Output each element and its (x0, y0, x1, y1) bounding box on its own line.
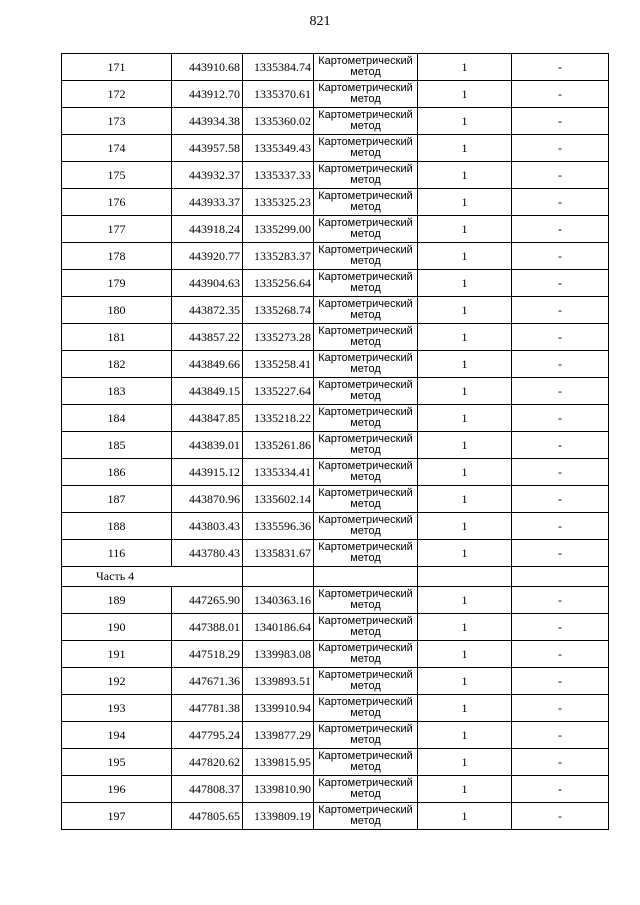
accuracy-cell: 1 (418, 162, 512, 189)
point-number-cell: 181 (62, 324, 172, 351)
section-empty-cell (243, 567, 314, 587)
x-coordinate-cell: 443933.37 (172, 189, 243, 216)
table-row (62, 695, 609, 722)
method-cell: Картометрический метод (314, 162, 418, 189)
method-cell: Картометрический метод (314, 54, 418, 81)
table-row (62, 81, 609, 108)
accuracy-cell: 1 (418, 722, 512, 749)
point-number-cell: 171 (62, 54, 172, 81)
x-coordinate-cell: 447795.24 (172, 722, 243, 749)
description-cell: - (512, 243, 609, 270)
y-coordinate-cell: 1339809.19 (243, 803, 314, 830)
y-coordinate-cell: 1339893.51 (243, 668, 314, 695)
x-coordinate-cell: 443932.37 (172, 162, 243, 189)
section-row (62, 567, 609, 587)
x-coordinate-cell: 443915.12 (172, 459, 243, 486)
y-coordinate-cell: 1340363.16 (243, 587, 314, 614)
x-coordinate-cell: 443870.96 (172, 486, 243, 513)
method-cell: Картометрический метод (314, 695, 418, 722)
accuracy-cell: 1 (418, 668, 512, 695)
accuracy-cell: 1 (418, 81, 512, 108)
accuracy-cell: 1 (418, 54, 512, 81)
x-coordinate-cell: 443872.35 (172, 297, 243, 324)
description-cell: - (512, 270, 609, 297)
method-cell: Картометрический метод (314, 81, 418, 108)
x-coordinate-cell: 443839.01 (172, 432, 243, 459)
table-row (62, 587, 609, 614)
table-row (62, 459, 609, 486)
x-coordinate-cell: 447808.37 (172, 776, 243, 803)
table-row (62, 668, 609, 695)
description-cell: - (512, 614, 609, 641)
description-cell: - (512, 162, 609, 189)
coordinates-table (61, 53, 609, 830)
method-cell: Картометрический метод (314, 459, 418, 486)
point-number-cell: 176 (62, 189, 172, 216)
point-number-cell: 183 (62, 378, 172, 405)
accuracy-cell: 1 (418, 776, 512, 803)
table-row (62, 614, 609, 641)
table-row (62, 324, 609, 351)
x-coordinate-cell: 443803.43 (172, 513, 243, 540)
x-coordinate-cell: 443920.77 (172, 243, 243, 270)
point-number-cell: 177 (62, 216, 172, 243)
x-coordinate-cell: 443847.85 (172, 405, 243, 432)
description-cell: - (512, 216, 609, 243)
accuracy-cell: 1 (418, 243, 512, 270)
method-cell: Картометрический метод (314, 108, 418, 135)
method-cell: Картометрический метод (314, 189, 418, 216)
table-row (62, 722, 609, 749)
method-cell: Картометрический метод (314, 668, 418, 695)
point-number-cell: 173 (62, 108, 172, 135)
description-cell: - (512, 695, 609, 722)
y-coordinate-cell: 1335831.67 (243, 540, 314, 567)
method-cell: Картометрический метод (314, 486, 418, 513)
description-cell: - (512, 803, 609, 830)
table-row (62, 513, 609, 540)
point-number-cell: 186 (62, 459, 172, 486)
description-cell: - (512, 351, 609, 378)
method-cell: Картометрический метод (314, 297, 418, 324)
y-coordinate-cell: 1339910.94 (243, 695, 314, 722)
description-cell: - (512, 54, 609, 81)
page-number: 821 (309, 14, 331, 29)
point-number-cell: 194 (62, 722, 172, 749)
description-cell: - (512, 81, 609, 108)
y-coordinate-cell: 1335370.61 (243, 81, 314, 108)
method-cell: Картометрический метод (314, 351, 418, 378)
description-cell: - (512, 432, 609, 459)
description-cell: - (512, 641, 609, 668)
method-cell: Картометрический метод (314, 135, 418, 162)
accuracy-cell: 1 (418, 378, 512, 405)
point-number-cell: 179 (62, 270, 172, 297)
y-coordinate-cell: 1335261.86 (243, 432, 314, 459)
description-cell: - (512, 486, 609, 513)
x-coordinate-cell: 447518.29 (172, 641, 243, 668)
point-number-cell: 188 (62, 513, 172, 540)
method-cell: Картометрический метод (314, 587, 418, 614)
method-cell: Картометрический метод (314, 641, 418, 668)
table-row (62, 135, 609, 162)
point-number-cell: 197 (62, 803, 172, 830)
description-cell: - (512, 405, 609, 432)
x-coordinate-cell: 443780.43 (172, 540, 243, 567)
description-cell: - (512, 749, 609, 776)
table-row (62, 378, 609, 405)
method-cell: Картометрический метод (314, 378, 418, 405)
description-cell: - (512, 189, 609, 216)
table-row (62, 297, 609, 324)
description-cell: - (512, 668, 609, 695)
table-row (62, 216, 609, 243)
point-number-cell: 189 (62, 587, 172, 614)
method-cell: Картометрический метод (314, 749, 418, 776)
table-row (62, 432, 609, 459)
description-cell: - (512, 722, 609, 749)
table-row (62, 243, 609, 270)
table-row (62, 540, 609, 567)
point-number-cell: 172 (62, 81, 172, 108)
table-row (62, 803, 609, 830)
x-coordinate-cell: 443849.15 (172, 378, 243, 405)
description-cell: - (512, 297, 609, 324)
point-number-cell: 182 (62, 351, 172, 378)
y-coordinate-cell: 1335334.41 (243, 459, 314, 486)
point-number-cell: 116 (62, 540, 172, 567)
description-cell: - (512, 776, 609, 803)
point-number-cell: 193 (62, 695, 172, 722)
table-row (62, 351, 609, 378)
accuracy-cell: 1 (418, 297, 512, 324)
accuracy-cell: 1 (418, 749, 512, 776)
section-label: Часть 4 (62, 567, 243, 587)
accuracy-cell: 1 (418, 614, 512, 641)
table-row (62, 189, 609, 216)
point-number-cell: 191 (62, 641, 172, 668)
y-coordinate-cell: 1335299.00 (243, 216, 314, 243)
x-coordinate-cell: 443904.63 (172, 270, 243, 297)
accuracy-cell: 1 (418, 189, 512, 216)
description-cell: - (512, 540, 609, 567)
x-coordinate-cell: 447820.62 (172, 749, 243, 776)
x-coordinate-cell: 443934.38 (172, 108, 243, 135)
description-cell: - (512, 108, 609, 135)
y-coordinate-cell: 1335218.22 (243, 405, 314, 432)
section-empty-cell (512, 567, 609, 587)
method-cell: Картометрический метод (314, 432, 418, 459)
x-coordinate-cell: 447781.38 (172, 695, 243, 722)
y-coordinate-cell: 1335258.41 (243, 351, 314, 378)
table-row (62, 405, 609, 432)
description-cell: - (512, 324, 609, 351)
description-cell: - (512, 587, 609, 614)
accuracy-cell: 1 (418, 405, 512, 432)
x-coordinate-cell: 443912.70 (172, 81, 243, 108)
method-cell: Картометрический метод (314, 614, 418, 641)
point-number-cell: 195 (62, 749, 172, 776)
point-number-cell: 192 (62, 668, 172, 695)
accuracy-cell: 1 (418, 641, 512, 668)
y-coordinate-cell: 1335283.37 (243, 243, 314, 270)
y-coordinate-cell: 1335596.36 (243, 513, 314, 540)
x-coordinate-cell: 443918.24 (172, 216, 243, 243)
table-row (62, 776, 609, 803)
description-cell: - (512, 135, 609, 162)
y-coordinate-cell: 1335602.14 (243, 486, 314, 513)
point-number-cell: 190 (62, 614, 172, 641)
x-coordinate-cell: 447265.90 (172, 587, 243, 614)
accuracy-cell: 1 (418, 513, 512, 540)
table-row (62, 162, 609, 189)
table-row (62, 270, 609, 297)
accuracy-cell: 1 (418, 803, 512, 830)
x-coordinate-cell: 443857.22 (172, 324, 243, 351)
y-coordinate-cell: 1339815.95 (243, 749, 314, 776)
method-cell: Картометрический метод (314, 776, 418, 803)
accuracy-cell: 1 (418, 108, 512, 135)
accuracy-cell: 1 (418, 540, 512, 567)
section-empty-cell (314, 567, 418, 587)
description-cell: - (512, 513, 609, 540)
accuracy-cell: 1 (418, 459, 512, 486)
table-row (62, 641, 609, 668)
table-row (62, 54, 609, 81)
y-coordinate-cell: 1335227.64 (243, 378, 314, 405)
method-cell: Картометрический метод (314, 243, 418, 270)
description-cell: - (512, 378, 609, 405)
y-coordinate-cell: 1335256.64 (243, 270, 314, 297)
point-number-cell: 178 (62, 243, 172, 270)
point-number-cell: 196 (62, 776, 172, 803)
method-cell: Картометрический метод (314, 270, 418, 297)
table-row (62, 749, 609, 776)
y-coordinate-cell: 1335349.43 (243, 135, 314, 162)
y-coordinate-cell: 1335273.28 (243, 324, 314, 351)
point-number-cell: 185 (62, 432, 172, 459)
accuracy-cell: 1 (418, 216, 512, 243)
y-coordinate-cell: 1335337.33 (243, 162, 314, 189)
y-coordinate-cell: 1335360.02 (243, 108, 314, 135)
point-number-cell: 184 (62, 405, 172, 432)
section-empty-cell (418, 567, 512, 587)
description-cell: - (512, 459, 609, 486)
method-cell: Картометрический метод (314, 405, 418, 432)
accuracy-cell: 1 (418, 135, 512, 162)
point-number-cell: 174 (62, 135, 172, 162)
accuracy-cell: 1 (418, 486, 512, 513)
x-coordinate-cell: 443957.58 (172, 135, 243, 162)
coordinates-table-body (62, 54, 609, 830)
x-coordinate-cell: 447388.01 (172, 614, 243, 641)
accuracy-cell: 1 (418, 432, 512, 459)
method-cell: Картометрический метод (314, 324, 418, 351)
y-coordinate-cell: 1339810.90 (243, 776, 314, 803)
x-coordinate-cell: 443849.66 (172, 351, 243, 378)
point-number-cell: 175 (62, 162, 172, 189)
accuracy-cell: 1 (418, 351, 512, 378)
point-number-cell: 180 (62, 297, 172, 324)
method-cell: Картометрический метод (314, 722, 418, 749)
y-coordinate-cell: 1335325.23 (243, 189, 314, 216)
method-cell: Картометрический метод (314, 216, 418, 243)
y-coordinate-cell: 1335384.74 (243, 54, 314, 81)
x-coordinate-cell: 447671.36 (172, 668, 243, 695)
accuracy-cell: 1 (418, 270, 512, 297)
x-coordinate-cell: 443910.68 (172, 54, 243, 81)
point-number-cell: 187 (62, 486, 172, 513)
x-coordinate-cell: 447805.65 (172, 803, 243, 830)
method-cell: Картометрический метод (314, 803, 418, 830)
table-row (62, 108, 609, 135)
accuracy-cell: 1 (418, 587, 512, 614)
y-coordinate-cell: 1340186.64 (243, 614, 314, 641)
y-coordinate-cell: 1339877.29 (243, 722, 314, 749)
method-cell: Картометрический метод (314, 540, 418, 567)
table-row (62, 486, 609, 513)
accuracy-cell: 1 (418, 695, 512, 722)
y-coordinate-cell: 1339983.08 (243, 641, 314, 668)
accuracy-cell: 1 (418, 324, 512, 351)
method-cell: Картометрический метод (314, 513, 418, 540)
y-coordinate-cell: 1335268.74 (243, 297, 314, 324)
